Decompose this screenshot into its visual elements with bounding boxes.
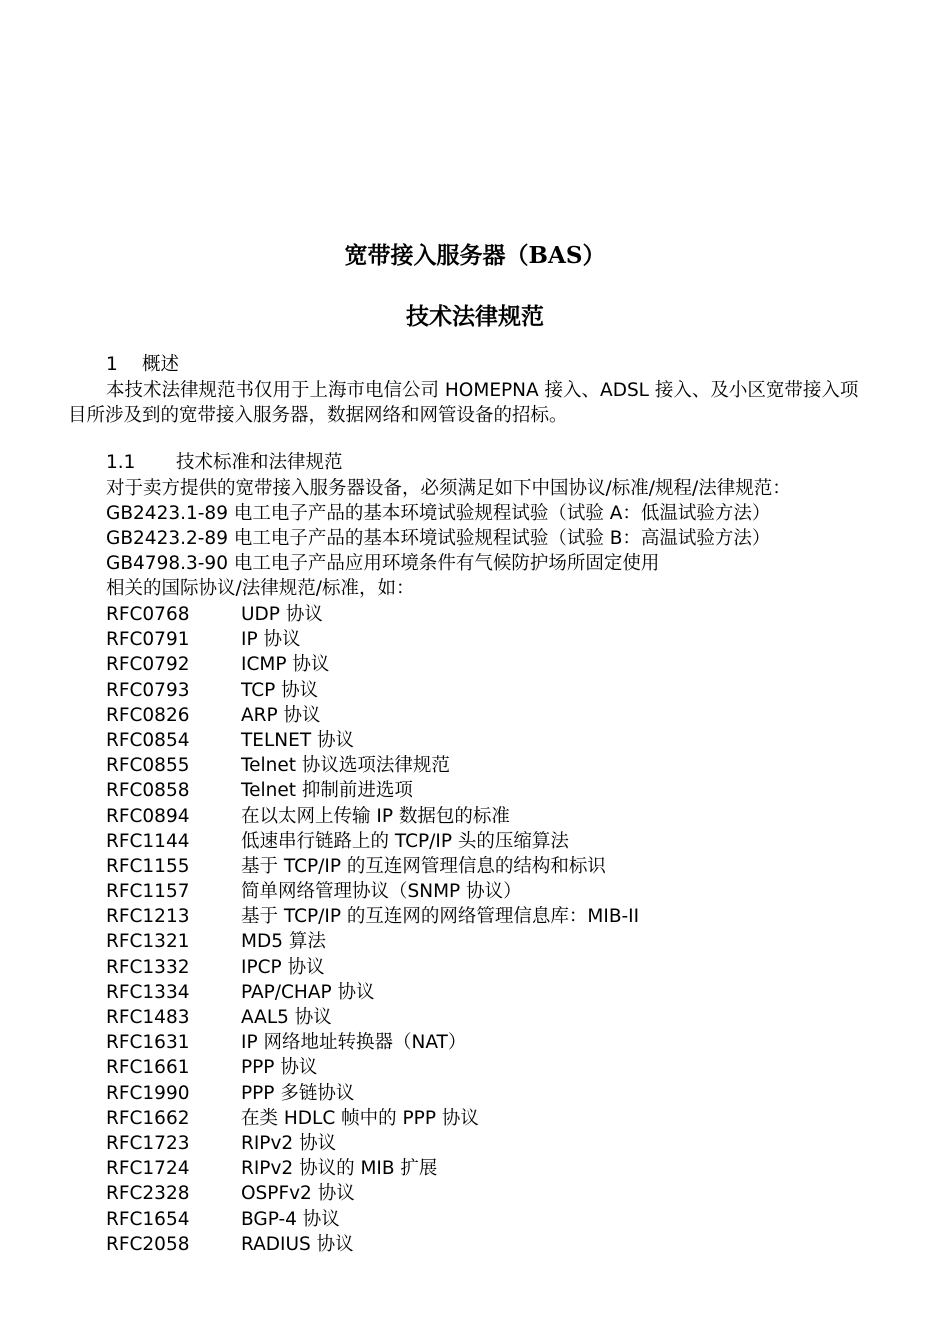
rfc-list-item bbox=[106, 1156, 639, 1181]
rfc-list-item bbox=[106, 728, 639, 753]
rfc-list-item bbox=[106, 829, 639, 854]
rfc-list-item bbox=[106, 778, 639, 803]
rfc-list-item bbox=[106, 929, 639, 954]
rfc-description: IPCP 协议 bbox=[241, 956, 325, 978]
rfc-list-item bbox=[106, 1232, 639, 1257]
rfc-code: RFC0858 bbox=[106, 780, 190, 802]
rfc-description: RADIUS 协议 bbox=[241, 1233, 354, 1255]
rfc-list-item bbox=[106, 1207, 639, 1232]
rfc-code: RFC0793 bbox=[106, 679, 190, 701]
rfc-list-item bbox=[106, 955, 639, 980]
rfc-code: RFC1724 bbox=[106, 1158, 190, 1180]
rfc-list-item bbox=[106, 1181, 639, 1206]
rfc-code: RFC1483 bbox=[106, 1007, 190, 1028]
rfc-code: RFC0792 bbox=[106, 654, 190, 676]
rfc-code: RFC2328 bbox=[106, 1183, 190, 1205]
rfc-list-item bbox=[106, 980, 639, 1005]
rfc-description: 基于 TCP/IP 的互连网的网络管理信息库：MIB-II bbox=[241, 906, 640, 928]
rfc-description: RIPv2 协议 bbox=[241, 1132, 337, 1154]
rfc-code: RFC1157 bbox=[106, 881, 190, 903]
rfc-description: PPP 多链协议 bbox=[241, 1082, 355, 1104]
rfc-description: AAL5 协议 bbox=[241, 1007, 332, 1028]
international-standards-intro: 相关的国际协议/法律规范/标准，如： bbox=[106, 578, 415, 599]
section-1-1-heading bbox=[106, 450, 343, 475]
rfc-list-item bbox=[106, 703, 639, 728]
rfc-code: RFC0894 bbox=[106, 805, 190, 827]
rfc-description: 基于 TCP/IP 的互连网管理信息的结构和标识 bbox=[241, 855, 606, 877]
rfc-list-item bbox=[106, 854, 639, 879]
section-1-paragraph-line-1: 本技术法律规范书仅用于上海市电信公司 HOMEPNA 接入、ADSL 接入、及小区宽带接入项 bbox=[106, 380, 859, 401]
rfc-code: RFC0854 bbox=[106, 729, 190, 751]
rfc-description: IP 协议 bbox=[241, 629, 301, 651]
section-1-heading bbox=[106, 352, 179, 377]
rfc-code: RFC0791 bbox=[106, 629, 190, 651]
rfc-description: 在类 HDLC 帧中的 PPP 协议 bbox=[241, 1107, 479, 1129]
gb-standard-line: GB2423.2-89 电工电子产品的基本环境试验规程试验（试验 B：高温试验方法） bbox=[106, 528, 771, 549]
rfc-description: MD5 算法 bbox=[241, 931, 326, 953]
rfc-code: RFC1661 bbox=[106, 1057, 190, 1079]
rfc-list-item bbox=[106, 1030, 639, 1055]
rfc-list-item bbox=[106, 652, 639, 677]
rfc-description: Telnet 协议选项法律规范 bbox=[241, 755, 450, 777]
rfc-list-item bbox=[106, 602, 639, 627]
rfc-list-item bbox=[106, 627, 639, 652]
section-1-paragraph-line-2: 目所涉及到的宽带接入服务器，数据网络和网管设备的招标。 bbox=[68, 405, 568, 426]
rfc-description: TELNET 协议 bbox=[241, 729, 355, 751]
gb-standard-line: GB4798.3-90 电工电子产品应用环境条件有气候防护场所固定使用 bbox=[106, 553, 660, 574]
rfc-description: IP 网络地址转换器（NAT） bbox=[241, 1032, 467, 1054]
rfc-description: 低速串行链路上的 TCP/IP 头的压缩算法 bbox=[241, 830, 569, 852]
rfc-list-item bbox=[106, 804, 639, 829]
rfc-list-item bbox=[106, 879, 639, 904]
document-title: 宽带接入服务器（BAS） bbox=[344, 242, 606, 269]
rfc-code: RFC1155 bbox=[106, 855, 190, 877]
rfc-description: RIPv2 协议的 MIB 扩展 bbox=[241, 1158, 438, 1180]
rfc-description: TCP 协议 bbox=[241, 679, 319, 701]
rfc-code: RFC1662 bbox=[106, 1107, 190, 1129]
rfc-list-item bbox=[106, 1055, 639, 1080]
rfc-description: PAP/CHAP 协议 bbox=[241, 981, 375, 1003]
rfc-code: RFC0826 bbox=[106, 704, 190, 726]
rfc-description: BGP-4 协议 bbox=[241, 1208, 340, 1230]
rfc-description: PPP 协议 bbox=[241, 1057, 318, 1079]
rfc-code: RFC1334 bbox=[106, 981, 190, 1003]
rfc-code: RFC1723 bbox=[106, 1132, 190, 1154]
rfc-list-item bbox=[106, 753, 639, 778]
rfc-code: RFC1321 bbox=[106, 931, 190, 953]
rfc-code: RFC1631 bbox=[106, 1032, 190, 1054]
rfc-code: RFC1990 bbox=[106, 1082, 190, 1104]
rfc-code: RFC2058 bbox=[106, 1233, 190, 1255]
rfc-description: OSPFv2 协议 bbox=[241, 1183, 355, 1205]
rfc-description: ICMP 协议 bbox=[241, 654, 330, 676]
rfc-description: ARP 协议 bbox=[241, 704, 321, 726]
rfc-code: RFC1144 bbox=[106, 830, 190, 852]
rfc-code: RFC0768 bbox=[106, 604, 190, 625]
rfc-list-item bbox=[106, 1131, 639, 1156]
section-1-1-title: 技术标准和法律规范 bbox=[176, 452, 343, 473]
gb-standard-line: GB2423.1-89 电工电子产品的基本环境试验规程试验（试验 A：低温试验方法） bbox=[106, 503, 771, 524]
rfc-list-item bbox=[106, 1106, 639, 1131]
section-1-1-intro: 对于卖方提供的宽带接入服务器设备，必须满足如下中国协议/标准/规程/法律规范： bbox=[106, 478, 791, 499]
rfc-list-item bbox=[106, 1005, 639, 1030]
rfc-description: 在以太网上传输 IP 数据包的标准 bbox=[241, 805, 510, 827]
rfc-description: UDP 协议 bbox=[241, 604, 323, 625]
rfc-code: RFC1332 bbox=[106, 956, 190, 978]
document-subtitle: 技术法律规范 bbox=[406, 303, 544, 330]
section-1-number: 1 bbox=[106, 354, 118, 375]
section-1-title: 概述 bbox=[142, 354, 180, 375]
rfc-list bbox=[106, 602, 639, 1257]
rfc-list-item bbox=[106, 904, 639, 929]
section-1-1-number: 1.1 bbox=[106, 452, 136, 473]
rfc-code: RFC0855 bbox=[106, 755, 190, 777]
rfc-list-item bbox=[106, 1081, 639, 1106]
rfc-description: 简单网络管理协议（SNMP 协议） bbox=[241, 881, 522, 903]
rfc-code: RFC1654 bbox=[106, 1208, 190, 1230]
rfc-code: RFC1213 bbox=[106, 906, 190, 928]
rfc-description: Telnet 抑制前进选项 bbox=[241, 780, 413, 802]
rfc-list-item bbox=[106, 678, 639, 703]
